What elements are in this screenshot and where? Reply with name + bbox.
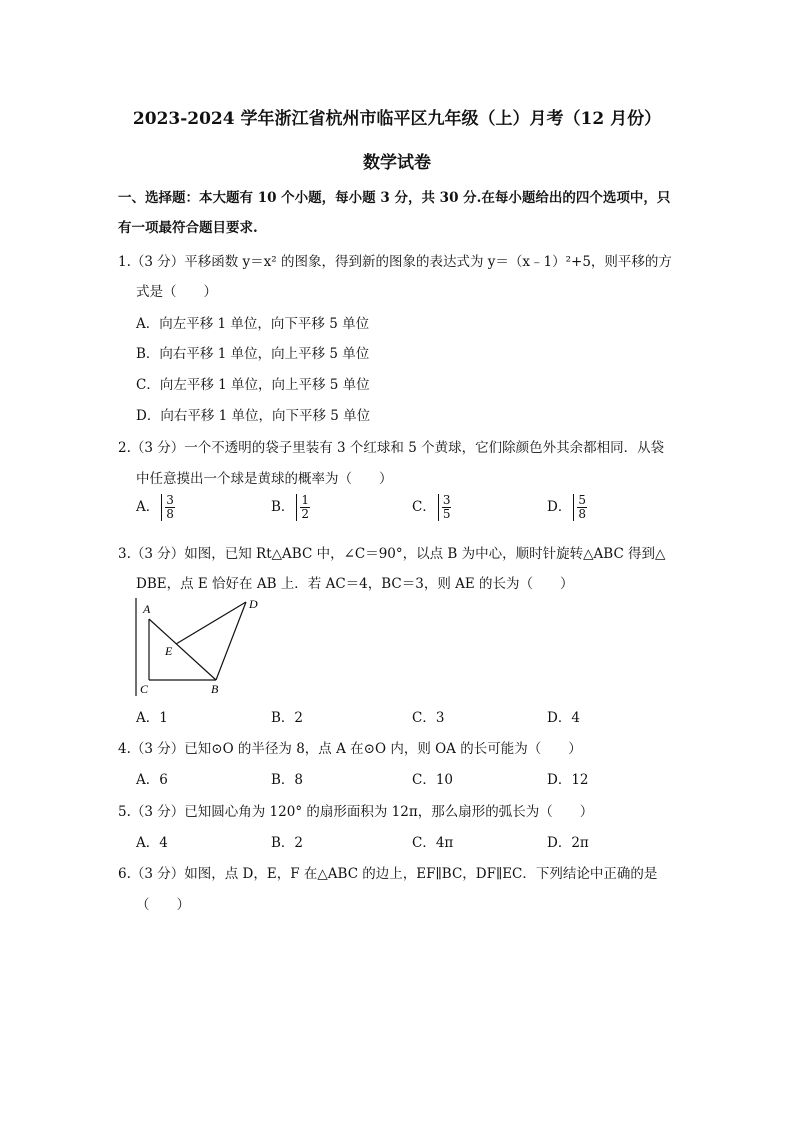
q2-stem-line2: 中任意摸出一个球是黄球的概率为（ ） (136, 471, 393, 487)
q3-option-c[interactable]: C．3 (412, 710, 445, 726)
q6-stem-line1: 6.（3 分）如图，点 D，E，F 在△ABC 的边上，EF∥BC，DF∥EC．下列结论中正确的是 (118, 866, 658, 882)
point-label-a: A (143, 602, 151, 616)
q1-option-d[interactable]: D．向右平移 1 单位，向下平移 5 单位 (136, 408, 371, 424)
q3-stem-line2: DBE，点 E 恰好在 AB 上．若 AC＝4，BC＝3，则 AE 的长为（ ） (136, 576, 574, 592)
q3-option-b[interactable]: B．2 (271, 710, 304, 726)
q5-stem: 5.（3 分）已知圆心角为 120° 的扇形面积为 12π，那么扇形的弧长为（ ） (118, 804, 594, 820)
q4-option-b[interactable]: B．8 (271, 772, 304, 788)
q5-option-c[interactable]: C．4π (412, 835, 454, 851)
q1-stem-line2: 式是（ ） (136, 284, 217, 300)
segment-de (176, 602, 246, 644)
q4-option-c[interactable]: C．10 (412, 772, 454, 788)
q2-option-b-label: B． (271, 499, 295, 515)
q6-stem-line2: （ ） (136, 897, 190, 913)
q2-option-a[interactable] (136, 494, 175, 521)
point-label-e: E (165, 644, 173, 658)
q2-option-d-label: D． (547, 499, 572, 515)
triangle-figure (128, 592, 273, 702)
point-label-b: B (211, 682, 219, 696)
q1-option-b[interactable]: B．向右平移 1 单位，向上平移 5 单位 (136, 346, 370, 362)
q4-stem: 4.（3 分）已知⊙O 的半径为 8，点 A 在⊙O 内，则 OA 的长可能为（ ） (118, 741, 582, 757)
section-header-line2: 有一项最符合题目要求. (118, 220, 258, 236)
fraction: $\frac{5}{8}$ (573, 494, 587, 521)
segment-ab (149, 619, 216, 680)
q3-stem-line1: 3.（3 分）如图，已知 Rt△ABC 中，∠C＝90°，以点 B 为中心，顺时针旋转△ABC 得到△ (118, 546, 666, 562)
fraction: $\frac{3}{5}$ (438, 494, 452, 521)
point-label-c: C (140, 682, 149, 696)
q4-option-d[interactable]: D．12 (547, 772, 589, 788)
q4-option-a[interactable]: A．6 (136, 772, 168, 788)
q2-option-b[interactable] (271, 494, 310, 521)
q2-option-c[interactable] (412, 494, 451, 521)
q1-option-c[interactable]: C．向左平移 1 单位，向上平移 5 单位 (136, 377, 370, 393)
q3-option-a[interactable]: A．1 (136, 710, 168, 726)
exam-title: 2023-2024 学年浙江省杭州市临平区九年级（上）月考（12 月份） (132, 109, 662, 129)
q1-stem-line1: 1.（3 分）平移函数 y＝x² 的图象，得到新的图象的表达式为 y＝（x﹣1）²+5，则平移的方 (118, 254, 672, 270)
q5-option-d[interactable]: D．2π (547, 835, 589, 851)
segment-bd (216, 602, 246, 680)
q3-option-d[interactable]: D．4 (547, 710, 580, 726)
point-label-d: D (249, 597, 258, 611)
section-header-line1: 一、选择题：本大题有 10 个小题，每小题 3 分，共 30 分.在每小题给出的四个选项中，只 (118, 190, 671, 206)
q2-option-c-label: C． (412, 499, 436, 515)
q2-stem-line1: 2.（3 分）一个不透明的袋子里装有 3 个红球和 5 个黄球，它们除颜色外其余都相同．从袋 (118, 440, 665, 456)
q5-option-a[interactable]: A．4 (136, 835, 168, 851)
exam-subtitle: 数学试卷 (363, 153, 431, 173)
q2-option-a-label: A． (136, 499, 160, 515)
q1-option-a[interactable]: A．向左平移 1 单位，向下平移 5 单位 (136, 316, 370, 332)
fraction: $\frac{3}{8}$ (161, 494, 175, 521)
q5-option-b[interactable]: B．2 (271, 835, 304, 851)
fraction: $\frac{1}{2}$ (296, 494, 310, 521)
q2-option-d[interactable] (547, 494, 587, 521)
